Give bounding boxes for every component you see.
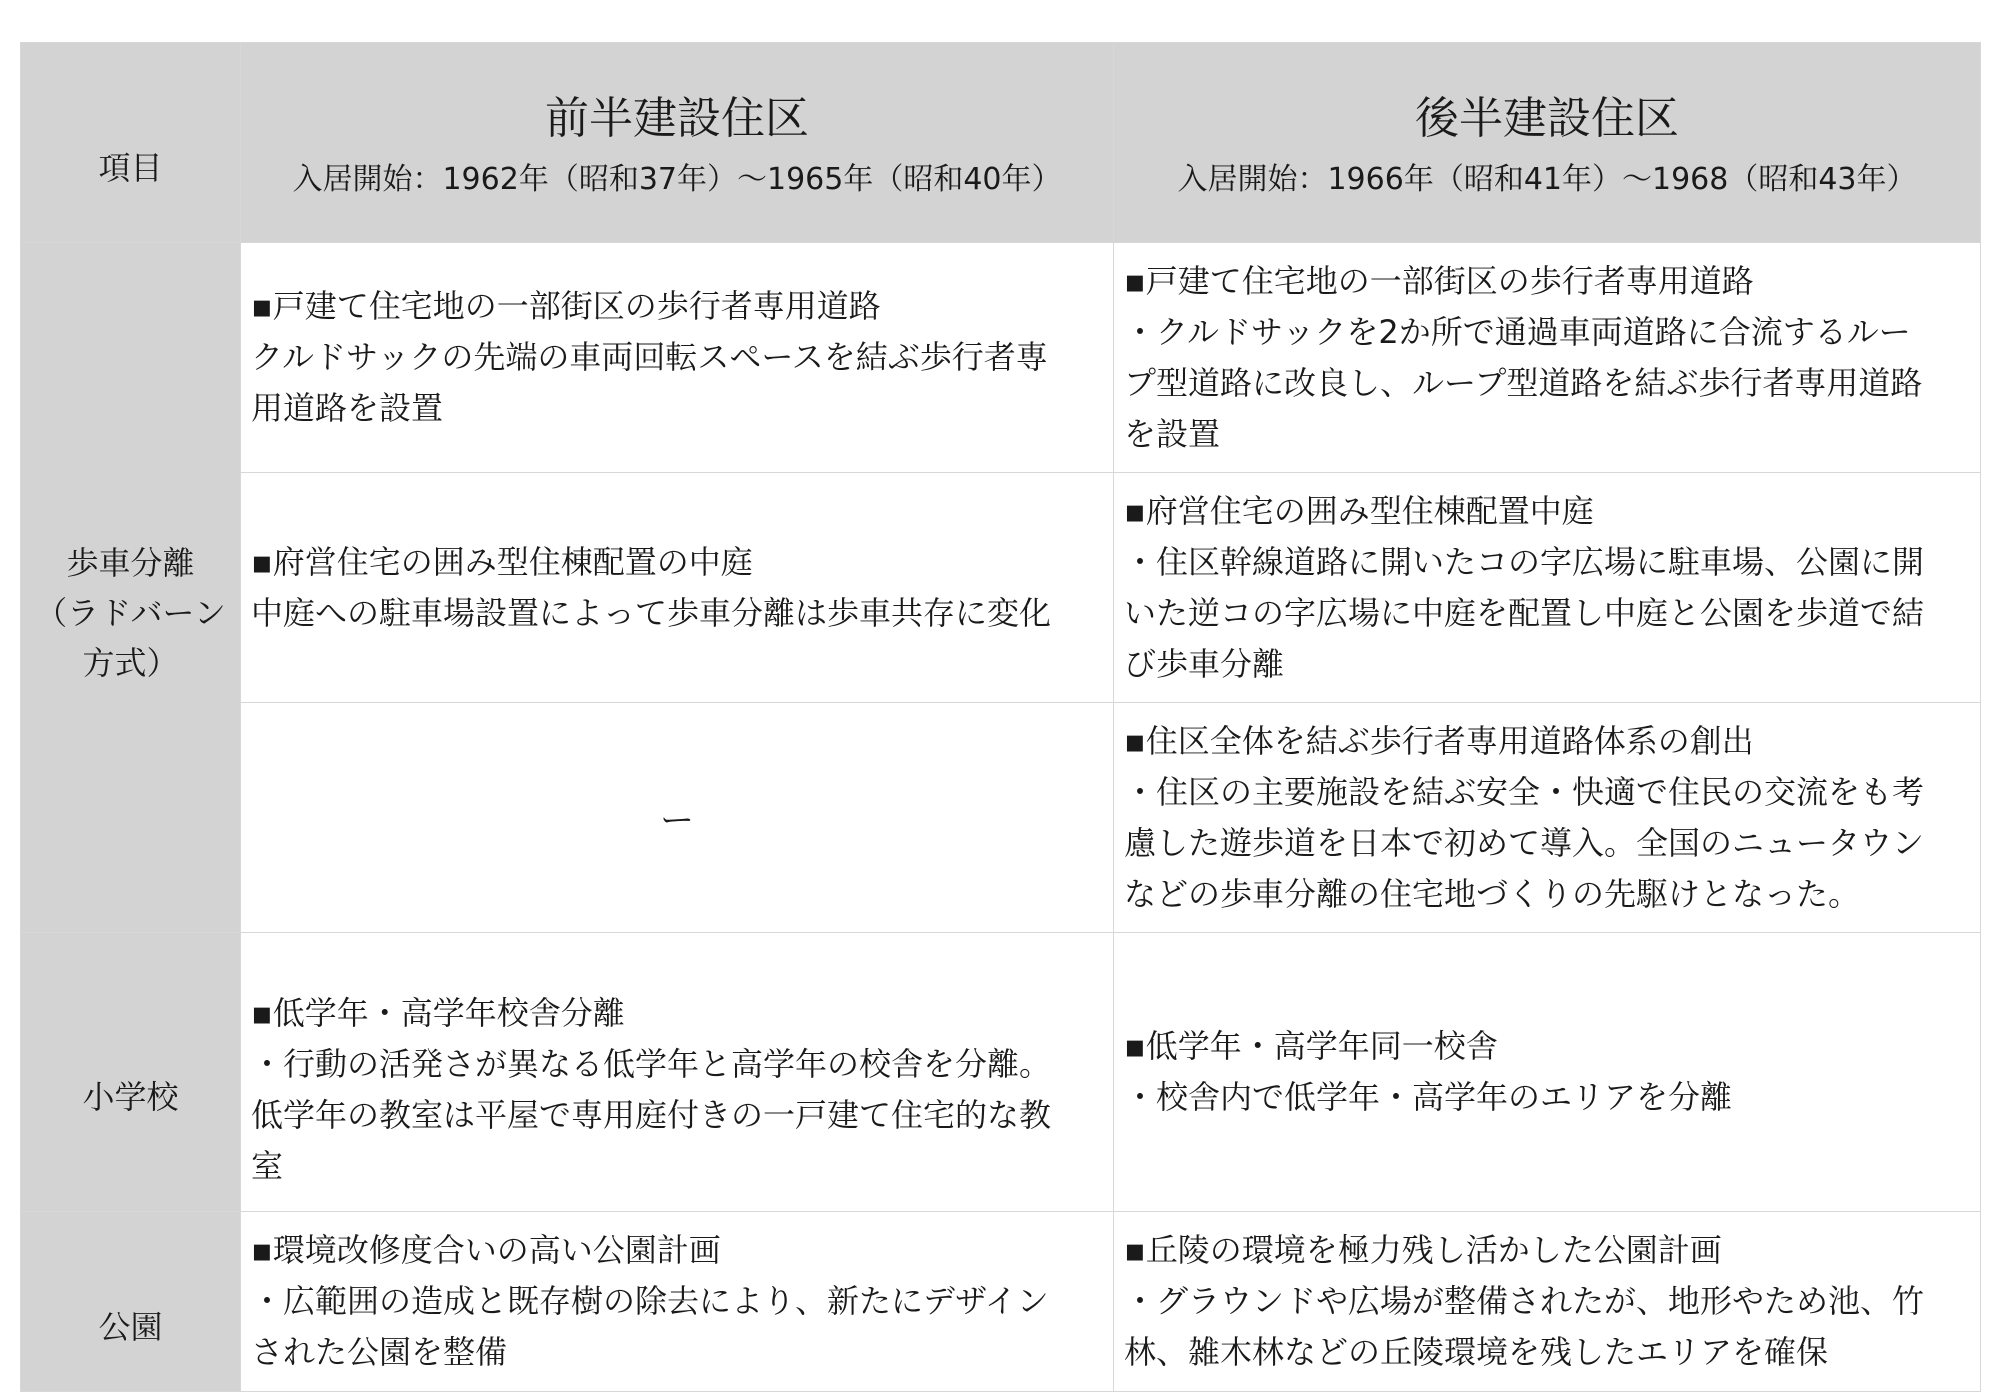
header-row: [21, 43, 1981, 243]
table-row: [21, 243, 1981, 473]
first-period-header: [241, 43, 1114, 243]
table-row: [21, 1212, 1981, 1392]
table-row: [21, 703, 1981, 933]
separation-r2-second: ▪府営住宅の囲み型住棟配置中庭 ・住区幹線道路に開いたコの字広場に駐車場、公園に開 いた逆コの字広場に中庭を配置し中庭と公園を歩道で結 び歩車分離: [1114, 473, 1981, 703]
first-period-title: 前半建設住区: [545, 92, 809, 144]
park-label-cell: [21, 1212, 241, 1392]
separation-r1-second: ▪戸建て住宅地の一部街区の歩行者専用道路 ・クルドサックを2か所で通過車両道路に合流するルー プ型道路に改良し、ループ型道路を結ぶ歩行者専用道路 を設置: [1114, 243, 1981, 473]
table-row: [21, 473, 1981, 703]
separation-label-cell: [21, 243, 241, 933]
separation-r3-second: ▪住区全体を結ぶ歩行者専用道路体系の創出 ・住区の主要施設を結ぶ安全・快適で住民の交流をも考 慮した遊歩道を日本で初めて導入。全国のニュータウン などの歩車分離の住宅地づくりの先駆けとなった。: [1114, 703, 1981, 933]
separation-r1-first: ▪戸建て住宅地の一部街区の歩行者専用道路 クルドサックの先端の車両回転スペースを結ぶ歩行者専 用道路を設置: [241, 243, 1114, 473]
first-period-subtitle: 入居開始：1962年（昭和37年）〜1965年（昭和40年）: [292, 161, 1062, 197]
separation-label: 歩車分離 （ラドバーン 方式）: [35, 543, 226, 682]
separation-r3-first: ー: [241, 703, 1114, 933]
school-first-cell: [241, 933, 1114, 1212]
school-first: ▪低学年・高学年校舎分離 ・行動の活発さが異なる低学年と高学年の校舎を分離。 低学年の教室は平屋で専用庭付きの一戸建て住宅的な教 室: [251, 994, 1052, 1185]
comparison-table: [20, 42, 1981, 1392]
item-header-label: 項目: [98, 148, 163, 187]
school-second: ▪低学年・高学年同一校舎 ・校舎内で低学年・高学年のエリアを分離: [1114, 933, 1981, 1212]
school-label-cell: [21, 933, 241, 1212]
table-row: [21, 933, 1981, 1212]
separation-r2-first: ▪府営住宅の囲み型住棟配置の中庭 中庭への駐車場設置によって歩車分離は歩車共存に変化: [241, 473, 1114, 703]
park-second: ▪丘陵の環境を極力残し活かした公園計画 ・グラウンドや広場が整備されたが、地形やため池、竹 林、雑木林などの丘陵環境を残したエリアを確保: [1114, 1212, 1981, 1392]
second-period-header: [1114, 43, 1981, 243]
second-period-title: 後半建設住区: [1415, 92, 1679, 144]
school-label: 小学校: [82, 1078, 179, 1116]
park-first: ▪環境改修度合いの高い公園計画 ・広範囲の造成と既存樹の除去により、新たにデザイン された公園を整備: [241, 1212, 1114, 1392]
park-label: 公園: [98, 1307, 163, 1346]
item-header-cell: [21, 43, 241, 243]
second-period-subtitle: 入居開始：1966年（昭和41年）〜1968（昭和43年）: [1177, 161, 1917, 197]
